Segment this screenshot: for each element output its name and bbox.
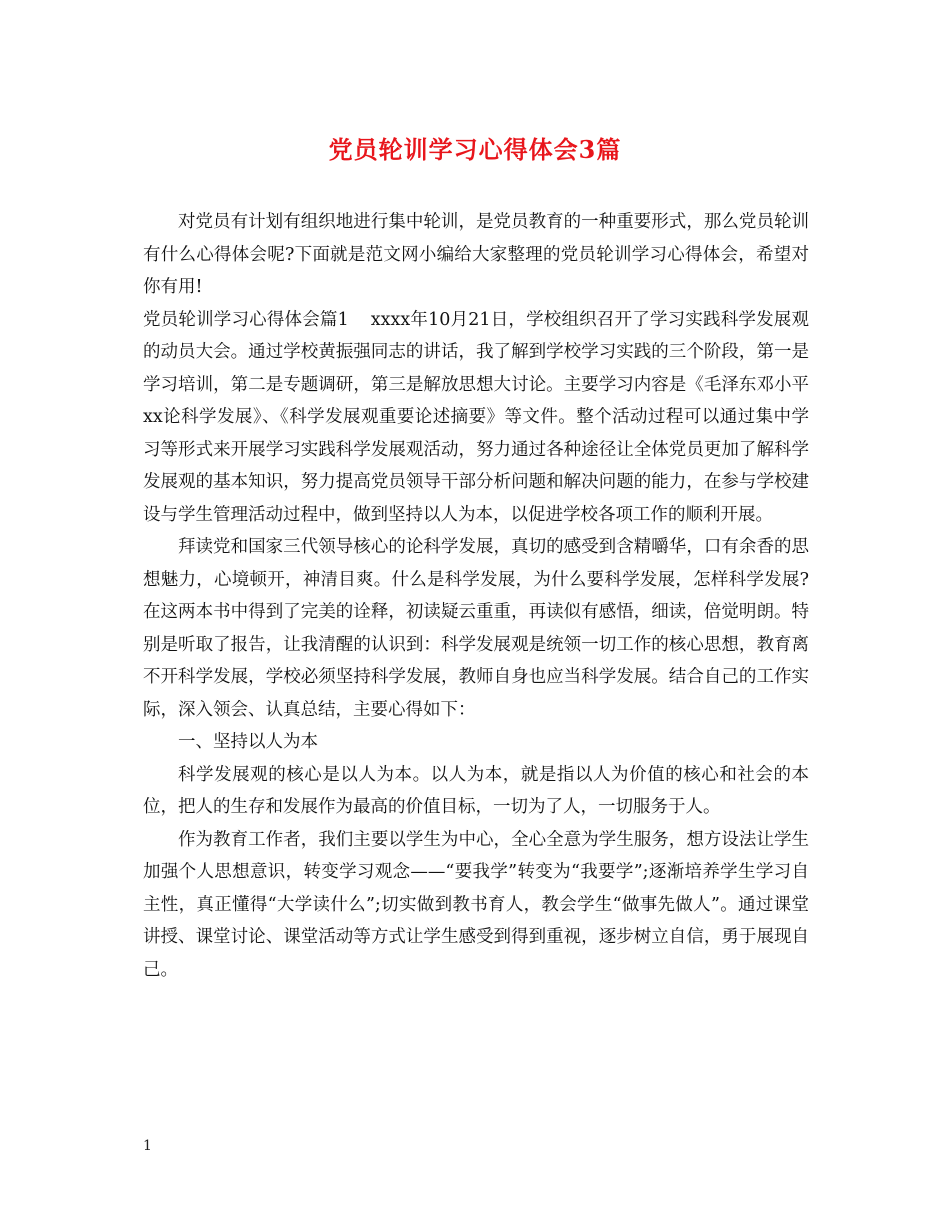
section1-paragraph: [143, 304, 809, 532]
document-title: 党员轮训学习心得体会3篇: [328, 135, 622, 164]
section1-heading: 党员轮训学习心得体会篇1: [143, 309, 349, 330]
section1-text: xxxx年10月21日，学校组织召开了学习实践科学发展观的动员大会。通过学校黄振强同志的讲话，我了解到学校学习实践的三个阶段，第一是学习培训，第二是专题调研，第三是解放思想大讨论。主要学习内容是《毛泽东邓小平xx论科学发展》、《科学发展观重要论述摘要》等文件。整个活动过程可以通过集中学习等形式来开展学习实践科学发展观活动，努力通过各种途径让全体党员更加了解科学发展观的基本知识，努力提高党员领导干部分析问题和解决问题的能力，在参与学校建设与学生管理活动过程中，做到坚持以人为本，以促进学校各项工作的顺利开展。: [143, 309, 809, 525]
subheading-1: 一、坚持以人为本: [178, 732, 318, 752]
paragraph-3: 科学发展观的核心是以人为本。以人为本，就是指以人为价值的核心和社会的本位，把人的生存和发展作为最高的价值目标，一切为了人，一切服务于人。: [143, 764, 809, 817]
paragraph-4: 作为教育工作者，我们主要以学生为中心，全心全意为学生服务，想方设法让学生加强个人思想意识，转变学习观念——“要我学”转变为“我要学”;逐渐培养学生学习自主性，真正懂得“大学读什么”;切实做到教书育人，教会学生“做事先做人”。通过课堂讲授、课堂讨论、课堂活动等方式让学生感受到得到重视，逐步树立自信，勇于展现自己。: [143, 829, 809, 980]
page-number: 1: [143, 1138, 152, 1154]
paragraph-2: 拜读党和国家三代领导核心的论科学发展，真切的感受到含精嚼华，口有余香的思想魅力，心境顿开，神清目爽。什么是科学发展，为什么要科学发展，怎样科学发展?在这两本书中得到了完美的诠释，初读疑云重重，再读似有感悟，细读，倍觉明朗。特别是听取了报告，让我清醒的认识到：科学发展观是统领一切工作的核心思想，教育离不开科学发展，学校必须坚持科学发展，教师自身也应当科学发展。结合自己的工作实际，深入领会、认真总结，主要心得如下：: [143, 537, 809, 720]
document-body: [143, 206, 809, 986]
intro-paragraph: 对党员有计划有组织地进行集中轮训，是党员教育的一种重要形式，那么党员轮训有什么心得体会呢?下面就是范文网小编给大家整理的党员轮训学习心得体会，希望对你有用!: [143, 212, 809, 297]
